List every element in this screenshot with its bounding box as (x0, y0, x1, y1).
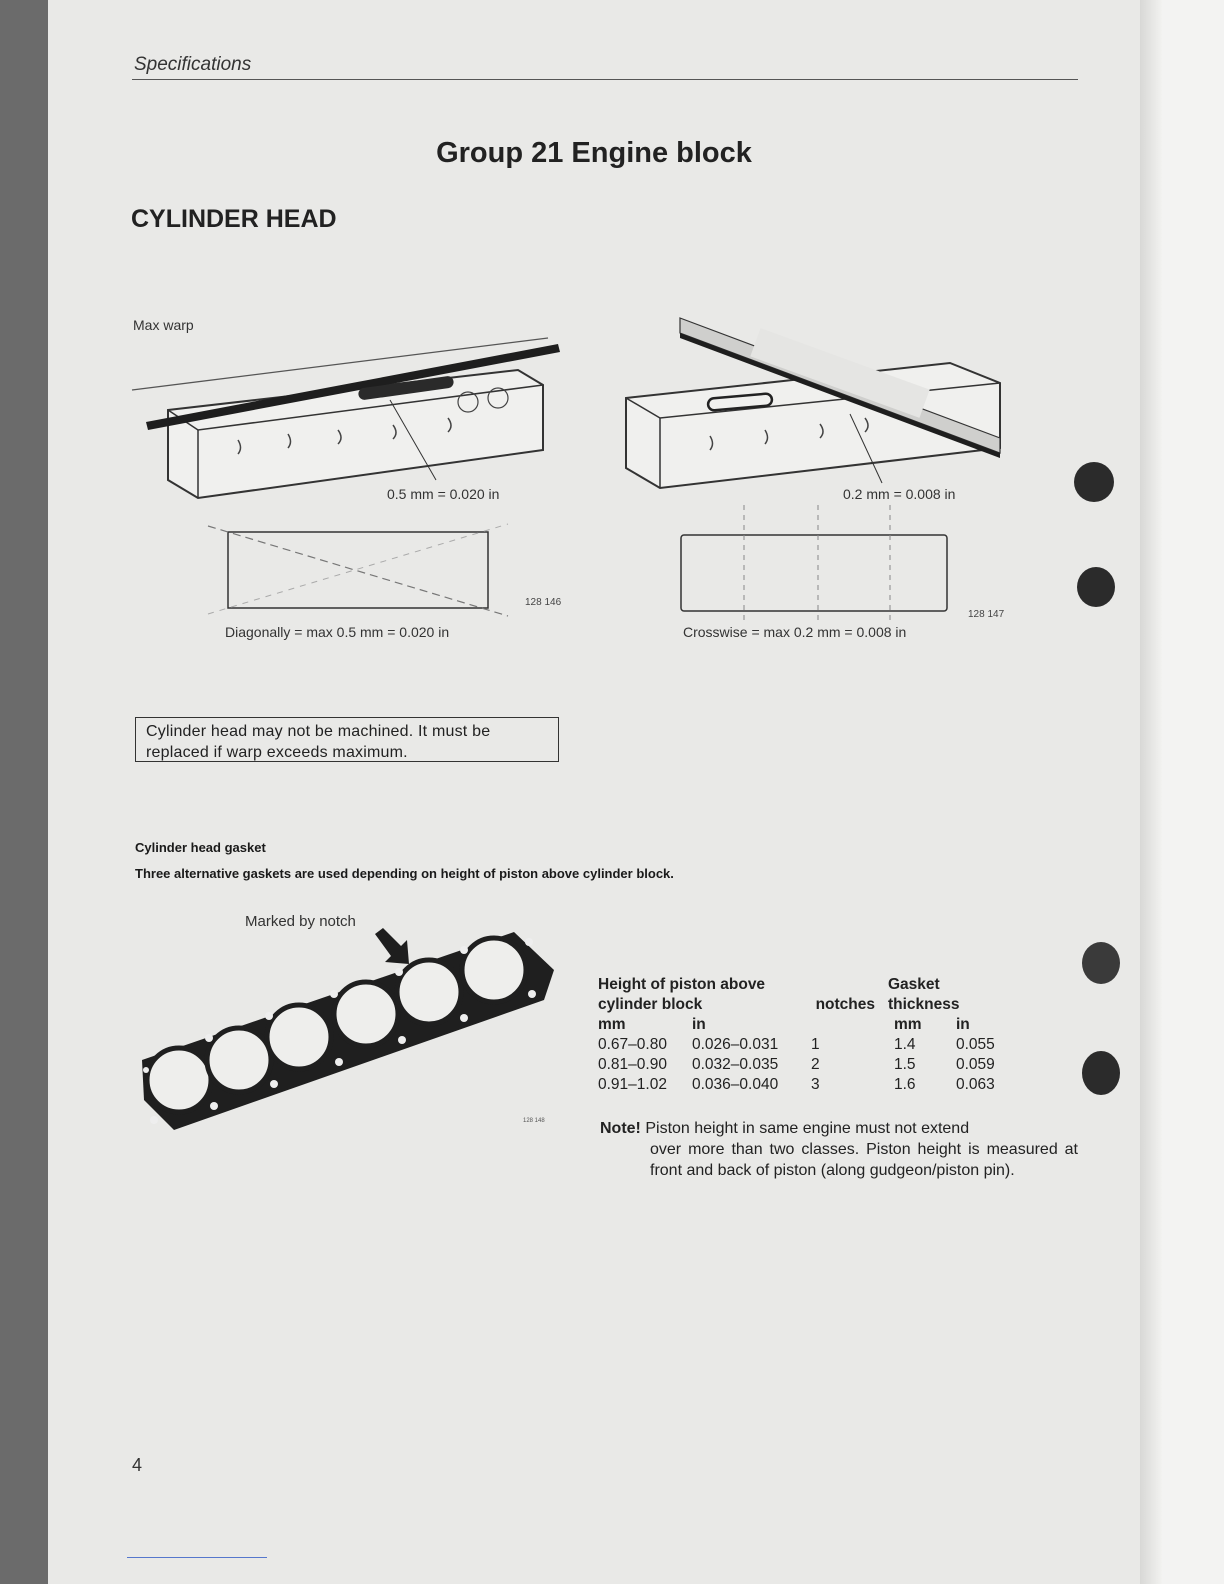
row-gasket-mm: 1.6 (894, 1076, 916, 1093)
unit-in: in (692, 1016, 706, 1033)
right-caption: Crosswise = max 0.2 mm = 0.008 in (683, 624, 907, 640)
left-caption: Diagonally = max 0.5 mm = 0.020 in (225, 624, 450, 640)
row-gasket-in: 0.059 (956, 1056, 995, 1073)
left-diagonal-diagram (208, 520, 518, 620)
binder-tab-3 (1082, 942, 1120, 984)
table-row (598, 1074, 995, 1094)
link-underline (127, 1557, 267, 1558)
unit-mm: mm (598, 1016, 626, 1033)
right-cylinder-head-illustration (620, 318, 1020, 498)
page-edge-shadow (1140, 0, 1162, 1584)
row-gasket-in: 0.055 (956, 1036, 995, 1053)
row-notches: 3 (811, 1076, 820, 1093)
gasket-heading: Cylinder head gasket (135, 840, 266, 855)
left-fig-number: 128 146 (525, 597, 562, 608)
note-text-first: Piston height in same engine must not extend (645, 1120, 970, 1137)
header-height-line2: cylinder block (598, 996, 703, 1013)
right-crosswise-diagram (678, 505, 998, 625)
max-warp-label: Max warp (133, 317, 194, 333)
row-in: 0.026–0.031 (692, 1036, 779, 1053)
group-title: Group 21 Engine block (436, 137, 752, 169)
header-gasket-line2: thickness (888, 996, 960, 1013)
section-title: CYLINDER HEAD (131, 205, 337, 233)
row-gasket-in: 0.063 (956, 1076, 995, 1093)
marked-by-notch-label: Marked by notch (245, 913, 356, 930)
row-gasket-mm: 1.5 (894, 1056, 916, 1073)
note-label: Note! (600, 1120, 641, 1137)
row-notches: 1 (811, 1036, 820, 1053)
header-notches: notches (815, 996, 875, 1013)
table-row (598, 1054, 995, 1074)
header-height-line1: Height of piston above (598, 976, 766, 993)
row-mm: 0.67–0.80 (598, 1036, 667, 1053)
right-measure-label: 0.2 mm = 0.008 in (843, 486, 956, 502)
unit-gasket-mm: mm (894, 1016, 922, 1033)
table-row (598, 1034, 995, 1054)
head-gasket-illustration (134, 920, 564, 1140)
manual-page (48, 0, 1140, 1584)
piston-note (600, 1118, 1078, 1181)
unit-gasket-in: in (956, 1016, 970, 1033)
row-notches: 2 (811, 1056, 820, 1073)
note-text-rest: over more than two classes. Piston height is measured at front and back of piston (along gudgeon/piston pin). (650, 1141, 1078, 1179)
binder-tab-2 (1077, 567, 1115, 607)
binder-margin (1162, 0, 1224, 1584)
row-gasket-mm: 1.4 (894, 1036, 916, 1053)
left-cylinder-head-illustration (128, 330, 568, 510)
row-mm: 0.81–0.90 (598, 1056, 667, 1073)
left-measure-label: 0.5 mm = 0.020 in (387, 486, 500, 502)
row-in: 0.032–0.035 (692, 1056, 779, 1073)
warning-box: Cylinder head may not be machined. It must be replaced if warp exceeds maximum. (135, 717, 559, 762)
row-in: 0.036–0.040 (692, 1076, 779, 1093)
binder-tab-4 (1082, 1051, 1120, 1095)
running-title: Specifications (134, 54, 252, 75)
header-gasket-line1: Gasket (888, 976, 940, 993)
gasket-description: Three alternative gaskets are used depending on height of piston above cylinder block. (135, 866, 674, 881)
binder-tab-1 (1074, 462, 1114, 502)
gasket-fig-number: 128 148 (523, 1118, 545, 1124)
row-mm: 0.91–1.02 (598, 1076, 667, 1093)
page-number: 4 (132, 1455, 143, 1475)
gasket-spec-table (598, 974, 995, 1094)
header-rule (132, 79, 1078, 80)
right-fig-number: 128 147 (968, 609, 1005, 620)
